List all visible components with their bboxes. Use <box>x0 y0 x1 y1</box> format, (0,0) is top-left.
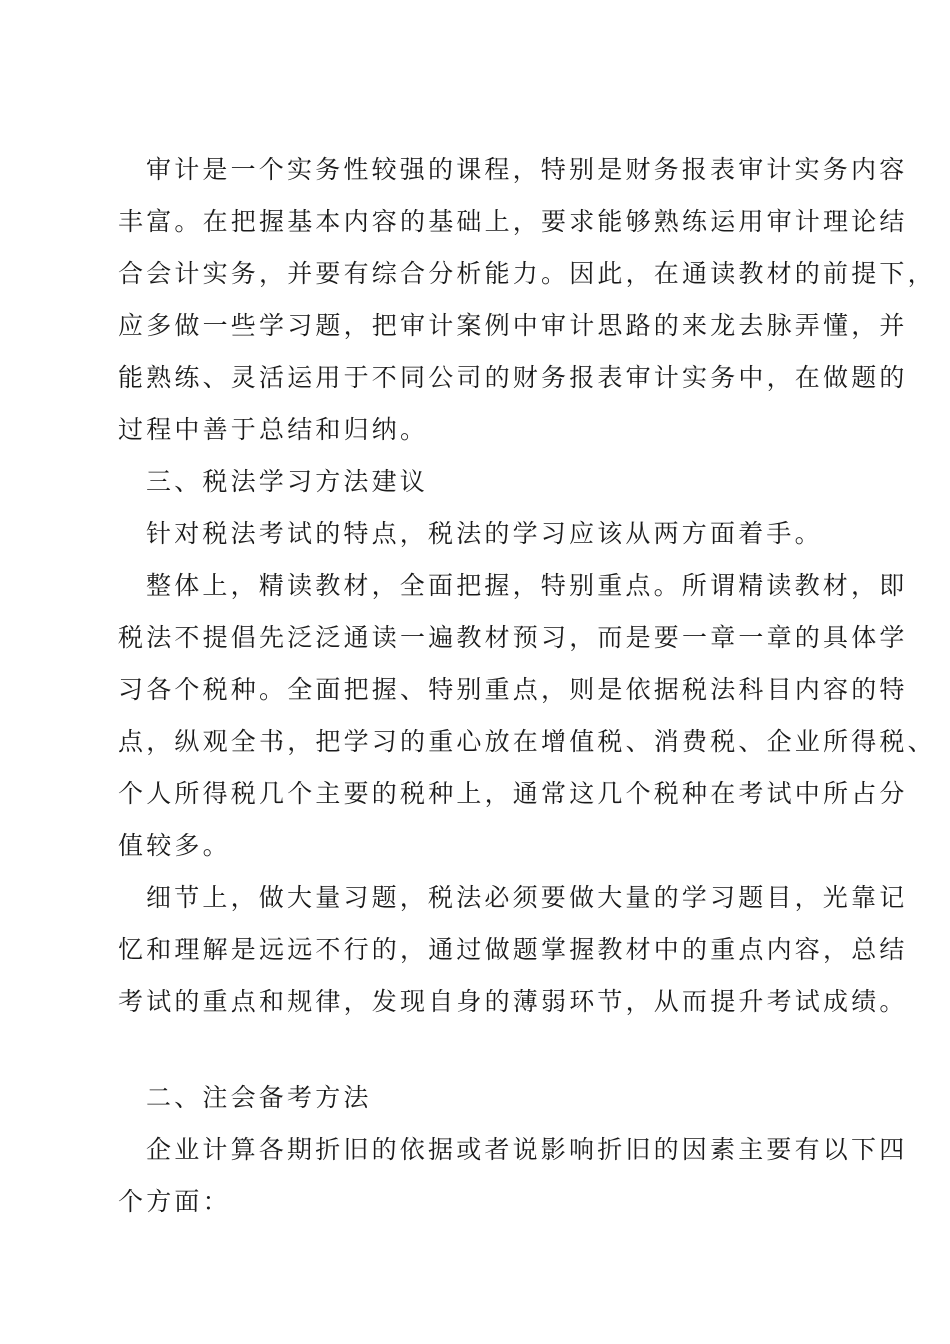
paragraph-line: 个人所得税几个主要的税种上，通常这几个税种在考试中所占分 <box>118 779 908 808</box>
paragraph-line: 企业计算各期折旧的依据或者说影响折旧的因素主要有以下四 <box>146 1135 908 1164</box>
paragraph-line: 个方面： <box>118 1187 231 1216</box>
paragraph-line: 忆和理解是远远不行的，通过做题掌握教材中的重点内容，总结 <box>118 935 908 964</box>
paragraph-line: 习各个税种。全面把握、特别重点，则是依据税法科目内容的特 <box>118 675 908 704</box>
paragraph-line: 应多做一些学习题，把审计案例中审计思路的来龙去脉弄懂，并 <box>118 311 908 340</box>
paragraph-line: 考试的重点和规律，发现自身的薄弱环节，从而提升考试成绩。 <box>118 987 908 1016</box>
paragraph-line: 值较多。 <box>118 831 231 860</box>
paragraph-line: 针对税法考试的特点，税法的学习应该从两方面着手。 <box>146 519 823 548</box>
paragraph-line: 过程中善于总结和归纳。 <box>118 415 429 444</box>
paragraph-line: 审计是一个实务性较强的课程，特别是财务报表审计实务内容 <box>146 155 908 184</box>
section-heading: 二、注会备考方法 <box>146 1083 372 1112</box>
paragraph-line: 点，纵观全书，把学习的重心放在增值税、消费税、企业所得税、 <box>118 727 936 756</box>
paragraph-line: 丰富。在把握基本内容的基础上，要求能够熟练运用审计理论结 <box>118 207 908 236</box>
paragraph-line: 整体上，精读教材，全面把握，特别重点。所谓精读教材，即 <box>146 571 908 600</box>
paragraph-line: 合会计实务，并要有综合分析能力。因此，在通读教材的前提下， <box>118 259 936 288</box>
paragraph-line: 细节上，做大量习题，税法必须要做大量的学习题目，光靠记 <box>146 883 908 912</box>
section-heading: 三、税法学习方法建议 <box>146 467 429 496</box>
paragraph-line: 能熟练、灵活运用于不同公司的财务报表审计实务中，在做题的 <box>118 363 908 392</box>
paragraph-line: 税法不提倡先泛泛通读一遍教材预习，而是要一章一章的具体学 <box>118 623 908 652</box>
